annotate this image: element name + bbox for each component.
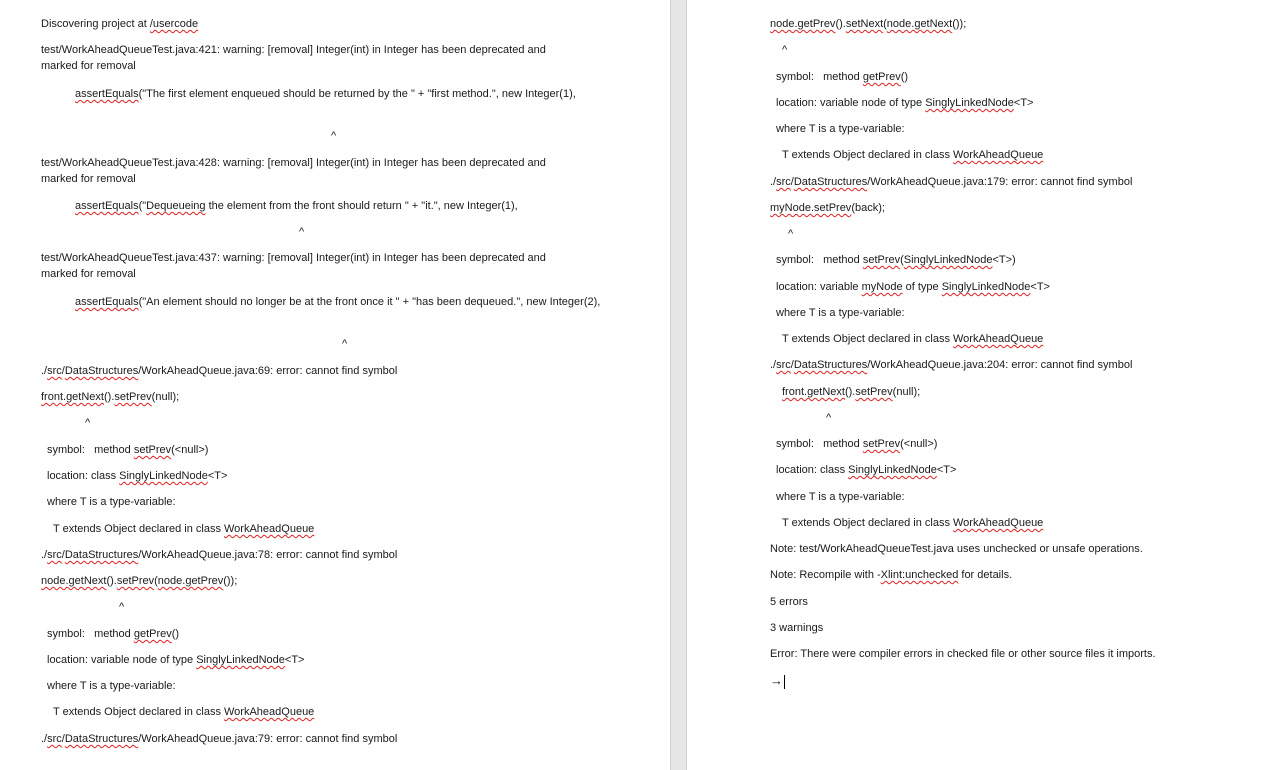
error-summary-line: Error: There were compiler errors in checked file or other source files it imports. <box>770 648 1156 660</box>
text-line: Discovering project at /usercode <box>41 18 199 30</box>
warning-count: 3 warnings <box>770 622 824 634</box>
text-line: where T is a type-variable: <box>776 123 905 135</box>
text-line: where T is a type-variable: <box>47 680 176 692</box>
error-line: ./src/DataStructures/WorkAheadQueue.java:204: error: cannot find symbol <box>770 359 1133 371</box>
location-line: location: class SinglyLinkedNode<T> <box>47 470 228 482</box>
error-line: ./src/DataStructures/WorkAheadQueue.java:69: error: cannot find symbol <box>41 365 398 377</box>
text-line: T extends Object declared in class WorkAheadQueue <box>53 706 315 718</box>
code-line: front.getNext().setPrev(null); <box>782 386 921 398</box>
note-line: Note: test/WorkAheadQueueTest.java uses unchecked or unsafe operations. <box>770 543 1143 555</box>
caret-marker: ^ <box>826 412 832 424</box>
error-count: 5 errors <box>770 596 808 608</box>
code-line: assertEquals("The first element enqueued should be returned by the " + "first method.", new Integer(1), <box>75 88 576 100</box>
symbol-line: symbol: method getPrev() <box>47 628 180 640</box>
text-line: T extends Object declared in class WorkAheadQueue <box>782 517 1044 529</box>
warning-line: test/WorkAheadQueueTest.java:437: warning: [removal] Integer(int) in Integer has been deprecated and marked for removal <box>41 252 546 280</box>
caret-marker: ^ <box>788 228 794 240</box>
error-line: ./src/DataStructures/WorkAheadQueue.java:179: error: cannot find symbol <box>770 176 1133 188</box>
warning-line: test/WorkAheadQueueTest.java:421: warning: [removal] Integer(int) in Integer has been deprecated and marked for removal <box>41 44 546 72</box>
code-line: assertEquals("An element should no longer be at the front once it " + "has been dequeued.", new Integer(2), <box>75 296 601 308</box>
caret-marker: ^ <box>331 130 337 142</box>
caret-marker: ^ <box>782 44 788 56</box>
text-caret <box>784 675 785 689</box>
symbol-line: symbol: method setPrev(<null>) <box>776 438 938 450</box>
location-line: location: class SinglyLinkedNode<T> <box>776 464 957 476</box>
error-line: ./src/DataStructures/WorkAheadQueue.java:79: error: cannot find symbol <box>41 733 398 745</box>
symbol-line: symbol: method getPrev() <box>776 71 909 83</box>
code-line: node.getPrev().setNext(node.getNext()); <box>770 18 967 30</box>
note-line: Note: Recompile with -Xlint:unchecked for details. <box>770 569 1013 581</box>
symbol-line: symbol: method setPrev(SinglyLinkedNode<T>) <box>776 254 1016 266</box>
location-line: location: variable node of type SinglyLinkedNode<T> <box>776 97 1034 109</box>
location-line: location: variable myNode of type SinglyLinkedNode<T> <box>776 281 1050 293</box>
code-line: node.getNext().setPrev(node.getPrev()); <box>41 575 238 587</box>
code-line: front.getNext().setPrev(null); <box>41 391 180 403</box>
text-line: T extends Object declared in class WorkAheadQueue <box>782 333 1044 345</box>
page-gap <box>670 0 687 770</box>
text-line: where T is a type-variable: <box>776 491 905 503</box>
text-line: T extends Object declared in class WorkAheadQueue <box>53 523 315 535</box>
code-line: assertEquals("Dequeueing the element from the front should return " + "it.", new Integer(1), <box>75 200 518 212</box>
caret-marker: ^ <box>85 417 91 429</box>
caret-marker: ^ <box>342 338 348 350</box>
code-line: myNode.setPrev(back); <box>770 202 885 214</box>
document-page-right[interactable] <box>687 0 1266 770</box>
symbol-line: symbol: method setPrev(<null>) <box>47 444 209 456</box>
caret-marker: ^ <box>119 601 125 613</box>
caret-marker: ^ <box>299 226 305 238</box>
text-line: T extends Object declared in class WorkAheadQueue <box>782 149 1044 161</box>
tab-mark-icon: → <box>770 673 783 688</box>
error-line: ./src/DataStructures/WorkAheadQueue.java:78: error: cannot find symbol <box>41 549 398 561</box>
warning-line: test/WorkAheadQueueTest.java:428: warning: [removal] Integer(int) in Integer has been deprecated and marked for removal <box>41 157 546 185</box>
text-cursor-line[interactable] <box>770 673 785 689</box>
text-line: where T is a type-variable: <box>47 496 176 508</box>
location-line: location: variable node of type SinglyLinkedNode<T> <box>47 654 305 666</box>
text-line: where T is a type-variable: <box>776 307 905 319</box>
